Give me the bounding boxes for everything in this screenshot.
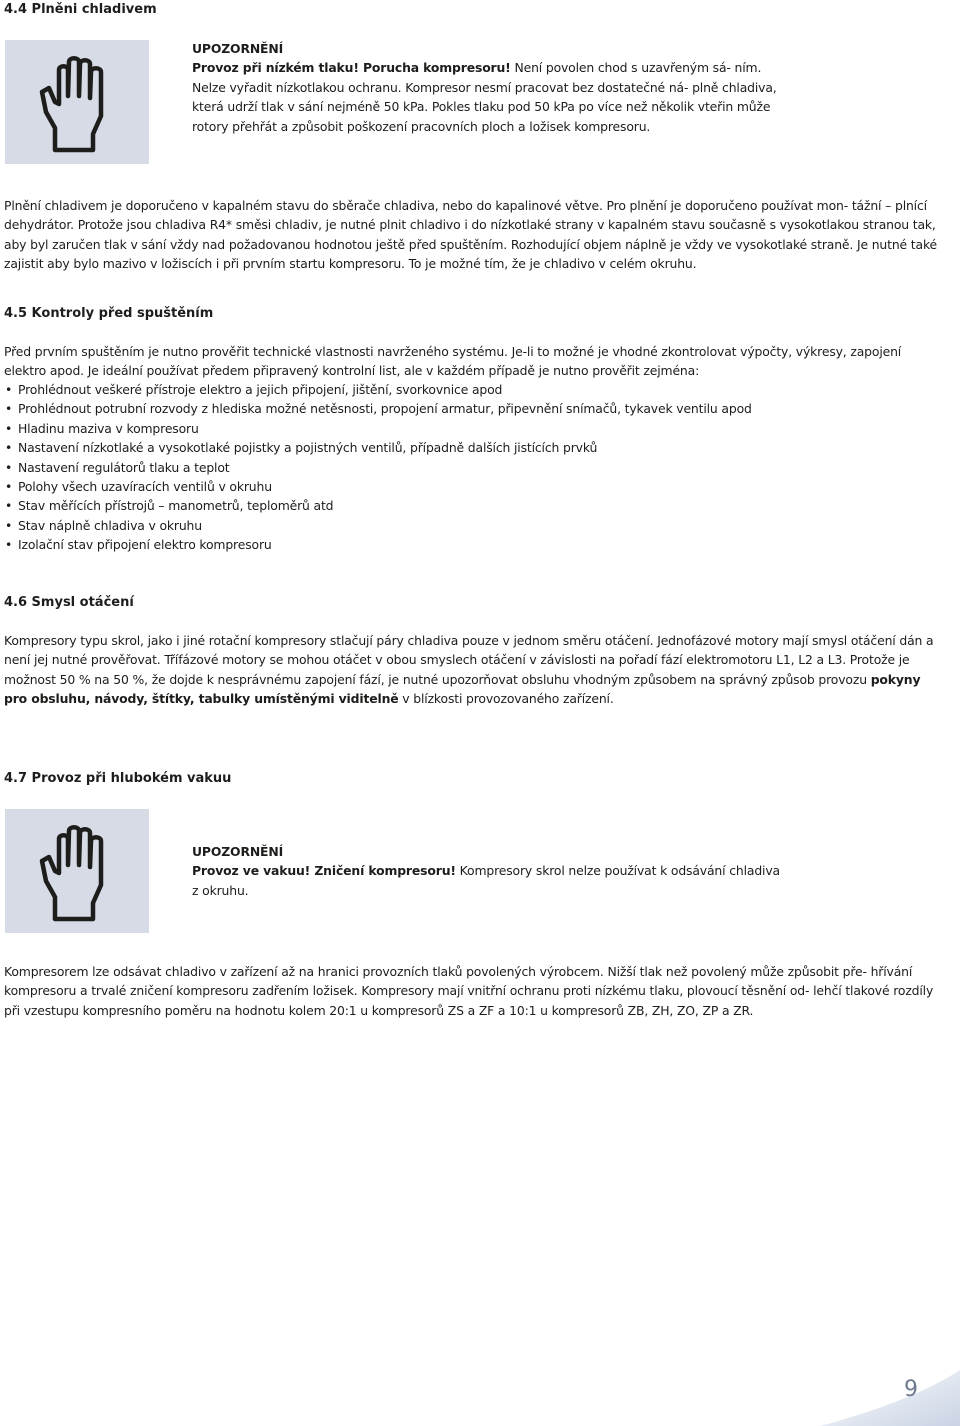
list-item xyxy=(4,516,752,535)
warning-lead: Provoz při nízkém tlaku! Porucha kompresoru! xyxy=(192,60,511,76)
list-item xyxy=(4,399,752,418)
warning-text xyxy=(192,861,782,900)
list-item xyxy=(4,477,752,496)
hand-stop-icon xyxy=(5,809,149,933)
paragraph-vacuum: Kompresorem lze odsávat chladivo v zařízení až na hranici provozních tlaků povolených výrobcem. Nižší tlak než povolený může způsobit pře- hřívání kompresoru a trvalé zničení kompresoru zadřením ložisek. Kompresory mají vnitřní ochranu proti nízkému tlaku, plovoucí těsnění od- lehčí tlakové rozdíly při vzestupu kompresního poměru na hodnotu kolem 20:1 u kompresorů ZS a ZF a 10:1 u kompresorů ZB, ZH, ZO, ZP a ZR. xyxy=(4,964,934,1018)
bullet: • xyxy=(5,382,13,397)
list-item xyxy=(4,458,752,477)
page-number: 9 xyxy=(904,1377,918,1402)
list-item-text: Prohlédnout veškeré přístroje elektro a jejich připojení, jištění, svorkovnice apod xyxy=(18,382,503,397)
hand-stop-icon xyxy=(5,40,149,164)
bullet: • xyxy=(5,537,13,553)
bullet: • xyxy=(5,440,13,456)
bullet: • xyxy=(5,517,13,533)
rotation-text-a: Kompresory typu skrol, jako i jiné rotační kompresory stlačují páry chladiva pouze v jednom směru otáčení. Jednofázové motory mají smysl otáčení dán a není jej nutné prověřovat. Třífázové motory se mohou otáčet v obou smyslech otáčení v závislosti na pořadí fází elektromotoru L1, L2 a L3. Protože je možnost 50 % na 50 %, že dojde k nesprávnému zapojení fází, je nutné upozorňovat obsluhu vhodným způsobem na správný způsob provozu xyxy=(4,633,934,687)
checklist xyxy=(4,380,752,555)
list-item-text: Stav náplně chladiva v okruhu xyxy=(18,517,202,533)
section-heading-4-7: 4.7 Provoz při hlubokém vakuu xyxy=(4,771,232,786)
section-heading-4-5: 4.5 Kontroly před spuštěním xyxy=(4,306,214,321)
list-item-text: Nastavení regulátorů tlaku a teplot xyxy=(18,459,230,475)
list-item-text: Nastavení nízkotlaké a vysokotlaké pojistky a pojistných ventilů, případně dalších jistících prvků xyxy=(18,440,598,456)
warning-text xyxy=(192,58,782,136)
rotation-text-bold: pokyny pro obsluhu, návody, štítky, tabulky umístěnými viditelně xyxy=(4,671,921,707)
warning-block-vacuum xyxy=(192,842,782,900)
warning-title: UPOZORNĚNÍ xyxy=(192,844,284,859)
warning-icon-box xyxy=(5,40,149,164)
warning-body: Není povolen chod s uzavřeným sá- ním. Nelze vyřadit nízkotlakou ochranu. Kompresor nesmí pracovat bez dostatečné ná- plně chladiva, která udrží tlak v sání nejméně 50 kPa. Pokles tlaku pod 50 kPa po více než několik vteřin může rotory přehřát a způsobit poškození pracovních ploch a ložisek kompresoru. xyxy=(192,60,777,134)
rotation-text-b: v blízkosti provozovaného zařízení. xyxy=(398,691,614,707)
list-item xyxy=(4,496,752,515)
warning-title: UPOZORNĚNÍ xyxy=(192,41,284,56)
list-item-text: Hladinu maziva v kompresoru xyxy=(18,420,199,436)
warning-block-low-pressure xyxy=(192,39,782,136)
bullet: • xyxy=(5,459,13,475)
section-heading-4-6: 4.6 Smysl otáčení xyxy=(4,595,134,610)
bullet: • xyxy=(5,401,13,417)
list-item-text: Prohlédnout potrubní rozvody z hlediska možné netěsnosti, propojení armatur, připevnění snímačů, tykavek ventilu apod xyxy=(18,401,752,417)
warning-icon-box xyxy=(5,809,149,933)
bullet: • xyxy=(5,420,13,436)
paragraph-rotation xyxy=(4,631,940,709)
list-item-text: Izolační stav připojení elektro kompresoru xyxy=(18,537,272,553)
list-item-text: Stav měřících přístrojů – manometrů, teploměrů atd xyxy=(18,498,334,514)
warning-lead: Provoz ve vakuu! Zničení kompresoru! xyxy=(192,863,456,879)
list-item xyxy=(4,380,752,399)
bullet: • xyxy=(5,498,13,514)
list-item-text: Polohy všech uzavíracích ventilů v okruhu xyxy=(18,479,272,495)
warning-body: Kompresory skrol nelze používat k odsávání chladiva z okruhu. xyxy=(192,863,780,898)
section-heading-4-4: 4.4 Plněni chladivem xyxy=(4,2,157,17)
page-corner-decoration xyxy=(820,1370,960,1426)
bullet: • xyxy=(5,479,13,495)
list-item xyxy=(4,535,752,554)
paragraph-filling: Plnění chladivem je doporučeno v kapalném stavu do sběrače chladiva, nebo do kapalinové větve. Pro plnění je doporučeno používat mon- tážní – plnící dehydrátor. Protože jsou chladiva R4* směsi chladiv, je nutné plnit chladivo i do nízkotlaké strany v kapalném stavu současně s vysokotlakou stranou tak, aby byl zaručen tlak v sání vždy nad požadovanou hodnotou ještě před spuštěním. Rozhodující objem náplně je vždy ve vysokotlaké straně. Je nutné také zajistit aby bylo mazivo v ložiscích i při prvním startu kompresoru. To je možné tím, že je chladivo v celém okruhu. xyxy=(4,198,938,272)
list-item xyxy=(4,438,752,457)
list-item xyxy=(4,419,752,438)
paragraph-checks-intro: Před prvním spuštěním je nutno prověřit technické vlastnosti navrženého systému. Je-li to možné je vhodné zkontrolovat výpočty, výkresy, zapojení elektro apod. Je ideální používat předem připravený kontrolní list, ale v každém případě je nutno prověřit zejména: xyxy=(4,344,902,379)
